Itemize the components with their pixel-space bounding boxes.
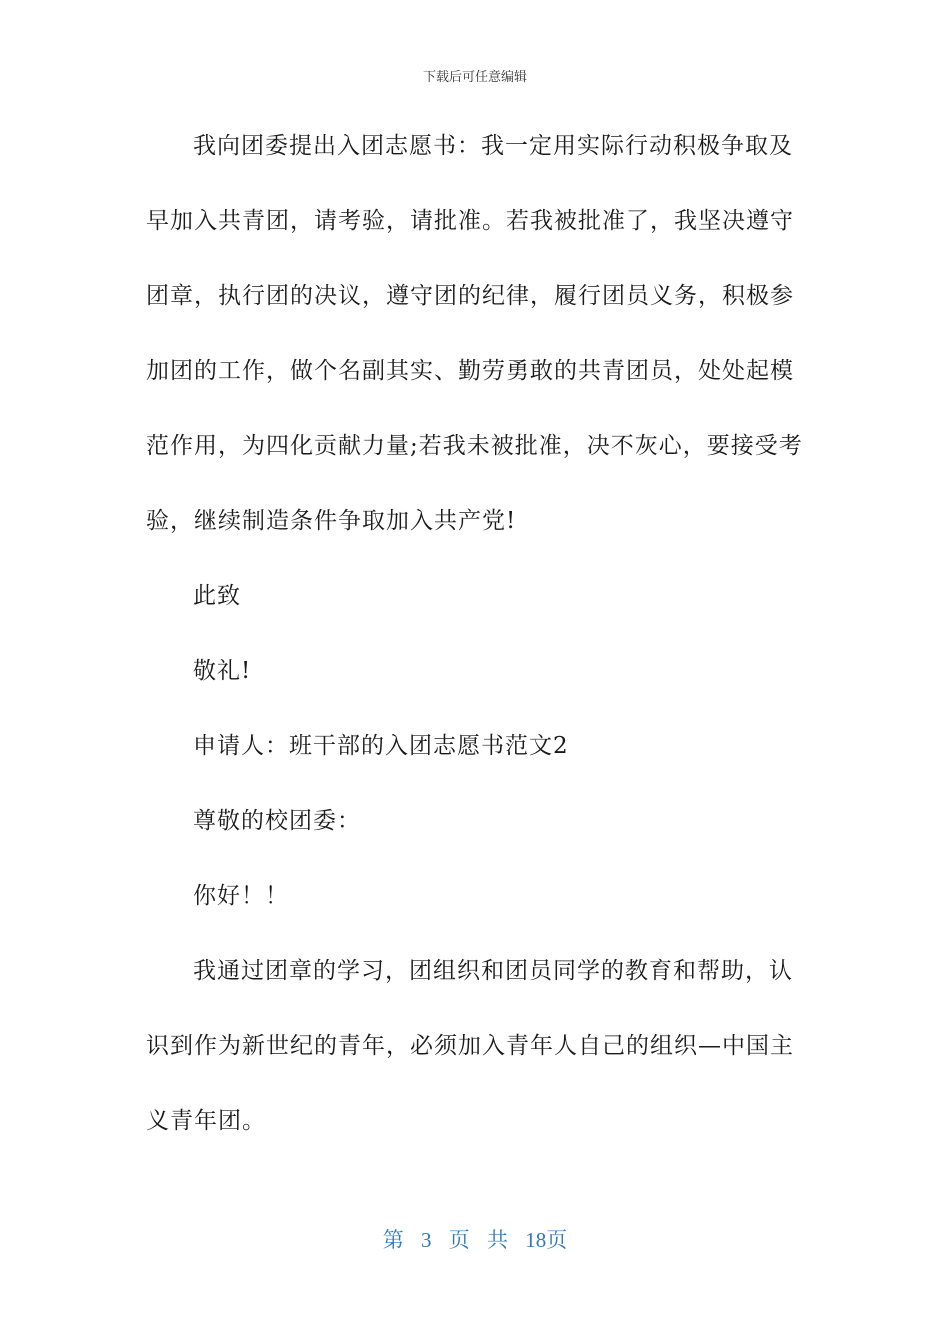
current-page-number: 3 — [421, 1228, 432, 1252]
addressee-line: 尊敬的校团委： — [193, 808, 361, 834]
paragraph-line: 验，继续制造条件争取加入共产党! — [146, 508, 517, 534]
closing-regards: 敬礼! — [193, 658, 252, 684]
footer-total-word: 共 — [487, 1228, 508, 1252]
header-note: 下载后可任意编辑 — [422, 70, 527, 85]
footer-page-word: 页 — [448, 1228, 470, 1252]
paragraph-line: 我通过团章的学习，团组织和团员同学的教育和帮助，认 — [193, 958, 793, 984]
applicant-line: 申请人：班干部的入团志愿书范文2 — [193, 733, 569, 759]
paragraph-line: 范作用，为四化贡献力量;若我未被批准，决不灰心，要接受考 — [146, 433, 803, 459]
page-footer — [0, 1224, 950, 1254]
document-body — [146, 124, 806, 1174]
greeting-line: 你好！！ — [193, 883, 289, 909]
paragraph-line: 加团的工作，做个名副其实、勤劳勇敢的共青团员，处处起模 — [146, 358, 794, 384]
paragraph-line: 我向团委提出入团志愿书：我一定用实际行动积极争取及 — [193, 133, 793, 159]
paragraph-line: 义青年团。 — [146, 1108, 266, 1134]
total-pages: 18页 — [525, 1228, 568, 1252]
paragraph-line: 早加入共青团，请考验，请批准。若我被批准了，我坚决遵守 — [146, 208, 794, 234]
paragraph-line: 识到作为新世纪的青年，必须加入青年人自己的组织—中国主 — [146, 1033, 794, 1059]
footer-prefix: 第 — [382, 1228, 404, 1252]
paragraph-line: 团章，执行团的决议，遵守团的纪律，履行团员义务，积极参 — [146, 283, 794, 309]
closing-salutation: 此致 — [193, 583, 241, 609]
